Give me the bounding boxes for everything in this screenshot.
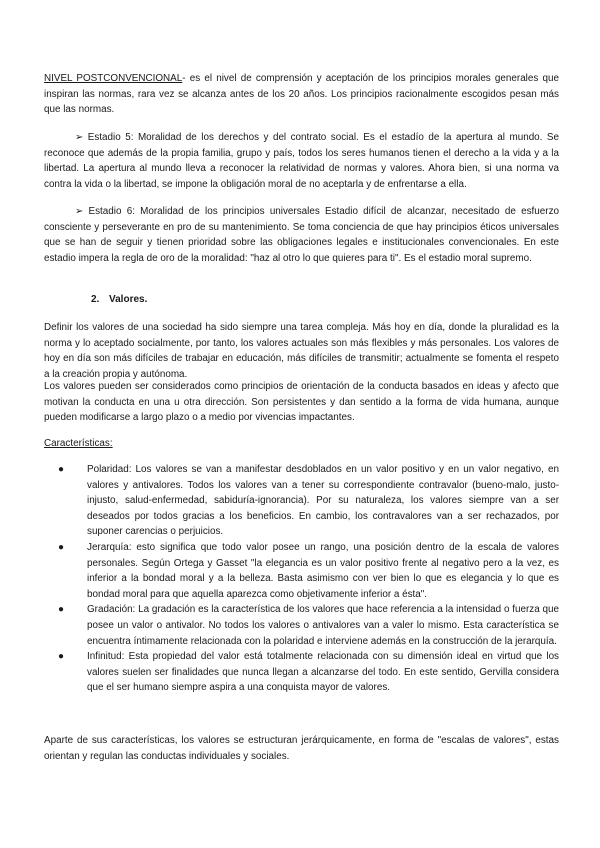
arrow-bullet-icon: ➢ xyxy=(75,206,84,217)
bullet-icon: ● xyxy=(58,464,65,475)
section-title: Valores. xyxy=(109,294,148,305)
values-paragraph-2: Los valores pueden ser considerados como principios de orientación de la conducta basados en ideas y afecto que motivan la conducta en una u otra dirección. Son persistentes y dan sentido a la forma de vida humana, aunque pueden modificarse a largo plazo o a medio por vivencias impactantes. xyxy=(44,381,559,424)
characteristics-list xyxy=(44,462,559,696)
postconventional-text: - es el nivel de comprensión y aceptación de los principios morales generales que inspiran las normas, rara vez se alcanza antes de los 20 años. Los principios racionalmente escogidos pesan más que las normas. xyxy=(44,73,559,116)
section-heading xyxy=(91,292,147,307)
values-paragraph-1: Definir los valores de una sociedad ha sido siempre una tarea compleja. Más hoy en día, donde la pluralidad es la norma y lo aceptado socialmente, por tanto, los valores actuales son más flexibles y más personales. Los valores de hoy en día son más difíciles de trabajar en educación, más difíciles de transmitir; actualmente se fomenta el respeto a la creación propia y autónoma. xyxy=(44,322,559,380)
closing-paragraph: Aparte de sus características, los valores se estructuran jerárquicamente, en forma de "escalas de valores", estas orientan y regulan las conductas individuales y sociales. xyxy=(44,735,559,762)
characteristic-text: Polaridad: Los valores se van a manifestar desdoblados en un valor positivo y en un valor negativo, en valores y antivalores. Todos los valores van a tener su correspondiente contravalor (bueno-malo, justo-injusto, salud-enfermedad, sabiduría-ignorancia). Por su naturaleza, los valores siempre van a ser deseados por todos gracias a los beneficios. En cambio, los contravalores van a ser rechazados, por suponer carencias o perjuicios. xyxy=(87,464,559,538)
list-item xyxy=(44,602,559,649)
stage-6-text: Estadio 6: Moralidad de los principios universales Estadio difícil de alcanzar, necesitado de esfuerzo consciente y perseverante en pro de su mantenimiento. Se toma conciencia de que hay principios éticos universales que se han de seguir y tienen prioridad sobre las obligaciones legales e institucionales convencionales. En este estadio impera la regla de oro de la moralidad: "haz al otro lo que quieres para ti". Es el estadio moral supremo. xyxy=(44,206,559,264)
arrow-bullet-icon: ➢ xyxy=(75,132,84,143)
postconventional-paragraph xyxy=(44,71,559,118)
list-item xyxy=(44,462,559,540)
section-number: 2. xyxy=(91,294,100,305)
characteristic-text: Jerarquía: esto significa que todo valor posee un rango, una posición dentro de la escala de valores personales. Según Ortega y Gasset "la elegancia es un valor positivo frente al negativo pero a la vez, es inferior a la bondad moral y a la belleza. Basta asimismo con ver bien lo que es elegancia y lo que es bondad moral para que aquella aparezca como objetivamente inferior a ésta". xyxy=(87,541,559,600)
stage-5-paragraph xyxy=(44,130,559,192)
list-item xyxy=(44,649,559,696)
stage-5-text: Estadio 5: Moralidad de los derechos y del contrato social. Es el estadío de la apertura al mundo. Se reconoce que además de la propia familia, grupo y país, todos los seres humanos tienen el derecho a la vida y a la libertad. La apertura al mundo lleva a reconocer la relatividad de normas y valores. Ahora bien, si una norma va contra la vida o la libertad, se impone la obligación moral de no aceptarla y de enfrentarse a ella. xyxy=(44,132,559,190)
stage-6-paragraph xyxy=(44,204,559,266)
bullet-icon: ● xyxy=(58,604,65,616)
postconventional-title: NIVEL POSTCONVENCIONAL xyxy=(44,73,183,84)
characteristic-text: Gradación: La gradación es la característica de los valores que hace referencia a la intensidad o fuerza que posee un valor o antivalor. No todos los valores o antivalores van a valer lo mismo. Esta característica se encuentra íntimamente relacionada con la polaridad e interviene además en la construcción de la jerarquía. xyxy=(87,604,559,647)
bullet-icon: ● xyxy=(58,651,65,663)
characteristics-title: Características: xyxy=(44,438,113,449)
list-item xyxy=(44,540,559,602)
characteristic-text: Infinitud: Esta propiedad del valor está totalmente relacionada con su dimensión ideal en virtud que los valores suelen ser finalidades que nunca llegan a alcanzarse del todo. En este sentido, Gervilla considera que el ser humano siempre aspira a una conquista mayor de valores. xyxy=(87,651,559,694)
bullet-icon: ● xyxy=(58,541,65,553)
